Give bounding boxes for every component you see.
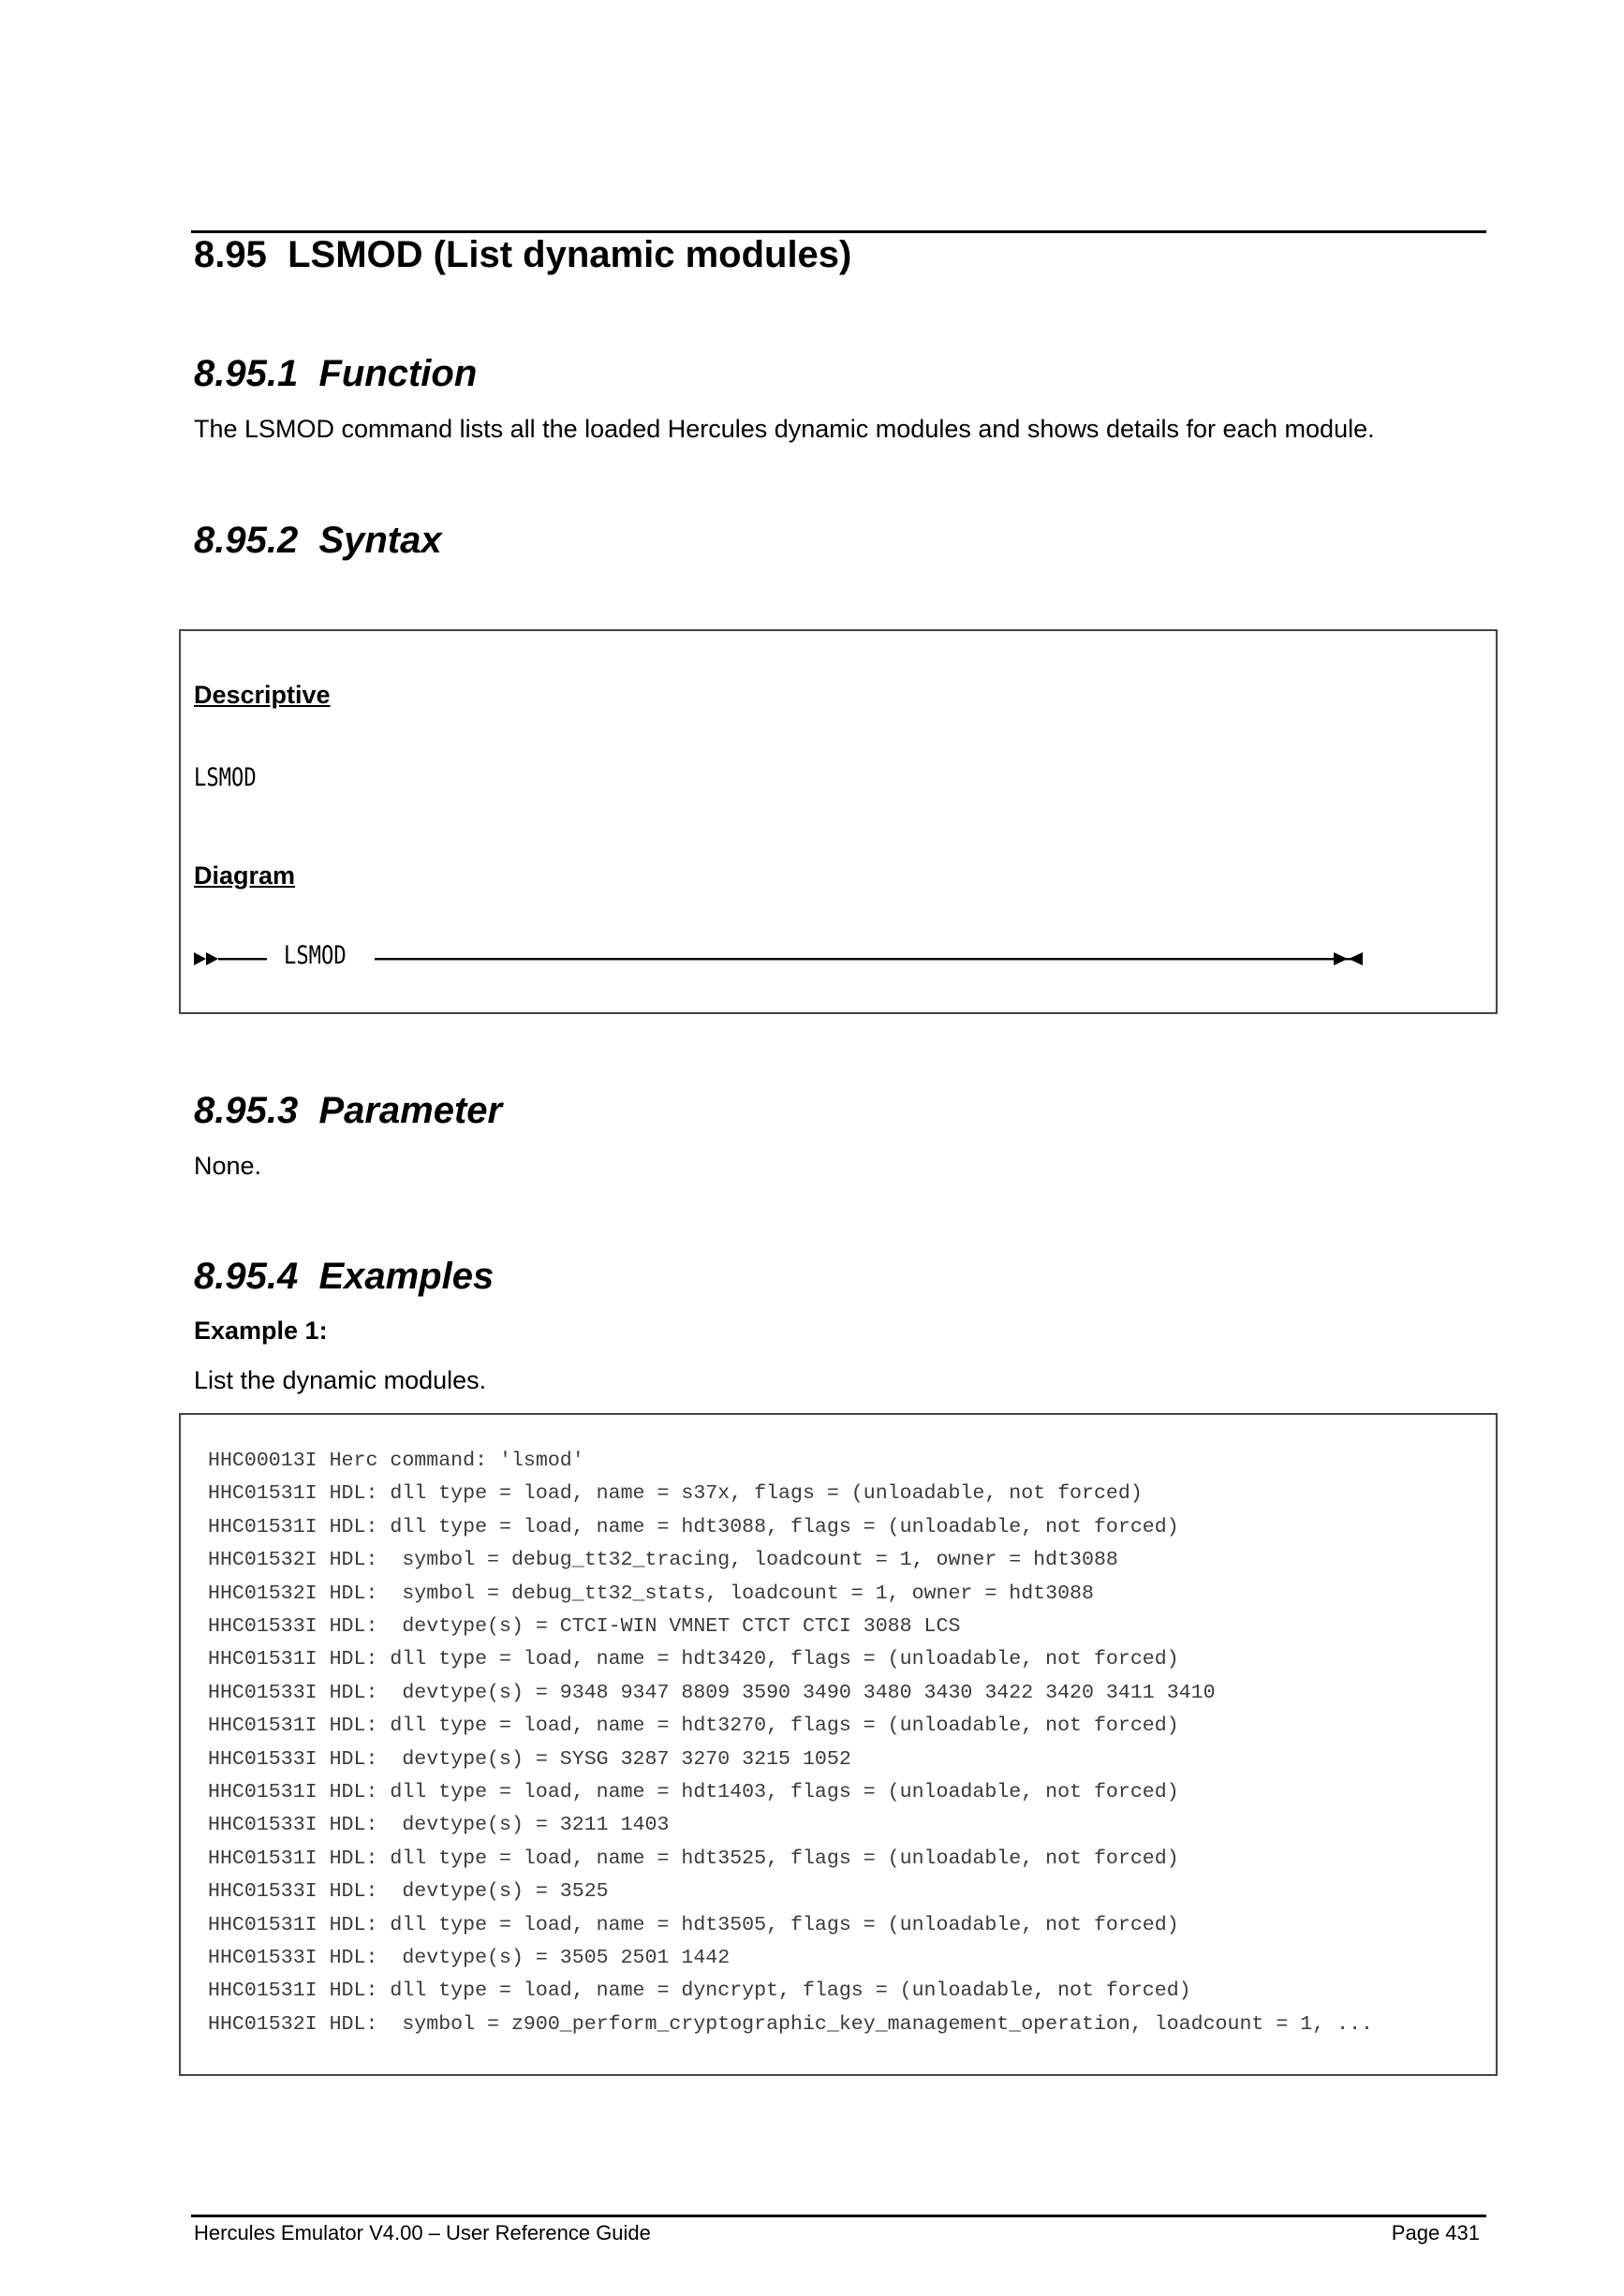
footer-rule bbox=[191, 2215, 1486, 2217]
code-line: HHC01533I HDL: devtype(s) = 9348 9347 8809 3590 3490 3480 3430 3422 3420 3411 3410 bbox=[208, 1681, 1216, 1704]
code-line: HHC01531I HDL: dll type = load, name = hdt3525, flags = (unloadable, not forced) bbox=[208, 1847, 1179, 1870]
footer-page-number: Page 431 bbox=[1391, 2221, 1480, 2244]
code-line: HHC01533I HDL: devtype(s) = 3505 2501 1442 bbox=[208, 1947, 731, 1969]
code-line: HHC01531I HDL: dll type = load, name = hdt3088, flags = (unloadable, not forced) bbox=[208, 1515, 1179, 1538]
example1-label: Example 1: bbox=[194, 1317, 328, 1345]
code-line: HHC01532I HDL: symbol = debug_tt32_stats, loadcount = 1, owner = hdt3088 bbox=[208, 1582, 1094, 1605]
function-heading: 8.95.1 Function bbox=[194, 353, 478, 394]
code-line: HHC01531I HDL: dll type = load, name = hdt1403, flags = (unloadable, not forced) bbox=[208, 1781, 1179, 1803]
top-rule bbox=[191, 230, 1486, 233]
code-line: HHC01531I HDL: dll type = load, name = hdt3270, flags = (unloadable, not forced) bbox=[208, 1715, 1179, 1738]
diagram-keyword: LSMOD bbox=[284, 941, 347, 970]
diagram-line bbox=[375, 949, 1381, 968]
code-line: HHC01532I HDL: symbol = debug_tt32_tracing, loadcount = 1, owner = hdt3088 bbox=[208, 1549, 1118, 1572]
examples-heading: 8.95.4 Examples bbox=[194, 1256, 495, 1297]
code-line: HHC01533I HDL: devtype(s) = 3525 bbox=[208, 1880, 609, 1904]
function-text: The LSMOD command lists all the loaded Hercules dynamic modules and shows details for each module. bbox=[194, 415, 1375, 443]
code-line: HHC01531I HDL: dll type = load, name = hdt3505, flags = (unloadable, not forced) bbox=[208, 1913, 1179, 1936]
code-line: HHC01531I HDL: dll type = load, name = dyncrypt, flags = (unloadable, not forced) bbox=[208, 1980, 1191, 2003]
code-box bbox=[179, 1413, 1498, 2076]
code-line: HHC01533I HDL: devtype(s) = SYSG 3287 3270 3215 1052 bbox=[208, 1747, 851, 1771]
parameter-text: None. bbox=[194, 1152, 262, 1180]
descriptive-label: Descriptive bbox=[194, 681, 331, 709]
code-line: HHC01532I HDL: symbol = z900_perform_cryptographic_key_management_operation, loadcount = 1, ... bbox=[208, 2012, 1374, 2036]
code-line: HHC01533I HDL: devtype(s) = CTCI-WIN VMNET CTCT CTCI 3088 LCS bbox=[208, 1615, 961, 1638]
example1-description: List the dynamic modules. bbox=[194, 1366, 487, 1394]
code-line: HHC01531I HDL: dll type = load, name = hdt3420, flags = (unloadable, not forced) bbox=[208, 1648, 1179, 1671]
code-line: HHC01533I HDL: devtype(s) = 3211 1403 bbox=[208, 1814, 670, 1837]
diagram-start-icon bbox=[194, 949, 269, 968]
diagram-label: Diagram bbox=[194, 861, 296, 890]
code-line: HHC00013I Herc command: 'lsmod' bbox=[208, 1450, 584, 1472]
code-line: HHC01531I HDL: dll type = load, name = s37x, flags = (unloadable, not forced) bbox=[208, 1482, 1143, 1506]
syntax-heading: 8.95.2 Syntax bbox=[194, 520, 442, 561]
parameter-heading: 8.95.3 Parameter bbox=[194, 1090, 503, 1131]
descriptive-value: LSMOD bbox=[194, 763, 257, 792]
footer-title: Hercules Emulator V4.00 – User Reference Guide bbox=[194, 2221, 651, 2244]
section-title: 8.95 LSMOD (List dynamic modules) bbox=[194, 234, 852, 275]
diagram-end-icon bbox=[1334, 949, 1371, 968]
